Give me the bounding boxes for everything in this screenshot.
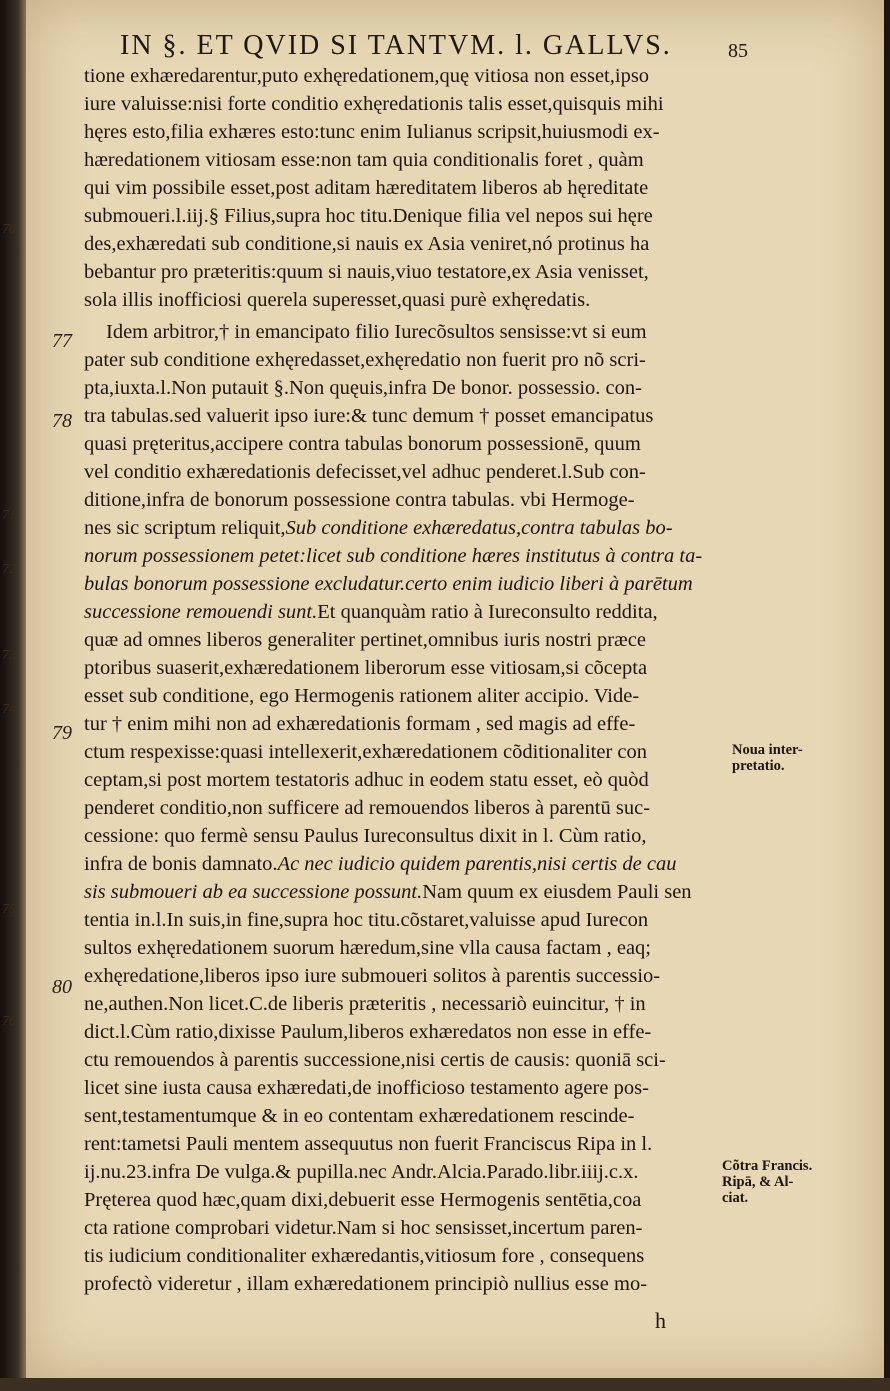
gutter-number: 70	[2, 222, 16, 237]
margin-note: Cõtra Francis. Ripā, & Al- ciat.	[722, 1158, 813, 1206]
text-run: infra de bonis damnato.	[84, 853, 278, 875]
italic-quote: bulas bonorum possessione excludatur.certo enim iudicio liberi à parētum	[84, 573, 693, 595]
text-line: hęres esto,filia exhæres esto:tunc enim Iulianus scripsit,huiusmodi ex-	[84, 121, 660, 143]
gutter-number: 74	[2, 702, 16, 717]
text-line: ij.nu.23.infra De vulga.& pupilla.nec Andr.Alcia.Parado.libr.iiij.c.x.	[84, 1161, 639, 1183]
text-line: ctum respexisse:quasi intellexerit,exhæredationem cõditionaliter con	[84, 741, 648, 763]
margin-note: Noua inter- pretatio.	[732, 742, 803, 774]
text-line: ne,authen.Non licet.C.de liberis præteritis , necessariò euincitur, † in	[84, 993, 646, 1015]
text-line	[84, 882, 692, 903]
gutter-number: 71	[2, 508, 16, 523]
catchword: h	[655, 1308, 666, 1333]
running-head: IN §. ET QVID SI TANTVM. l. GALLVS.	[120, 30, 672, 61]
folio-number: 85	[728, 40, 748, 62]
section-number: 78	[52, 410, 72, 432]
text-line: bebantur pro præteritis:quum si nauis,viuo testatore,ex Asia venisset,	[84, 261, 649, 283]
gutter-number: 73	[2, 648, 16, 663]
page-bottom-edge	[0, 1378, 890, 1391]
text-line: profectò videretur , illam exhæredationem principiò nullius esse mo-	[84, 1273, 648, 1295]
text-line: iure valuisse:nisi forte conditio exhęredationis talis esset,quisquis mihi	[84, 93, 664, 115]
text-line: dict.l.Cùm ratio,dixisse Paulum,liberos exhæredatos non esse in effe-	[84, 1021, 652, 1043]
text-line: quasi pręteritus,accipere contra tabulas bonorum possessionē, quum	[84, 433, 641, 455]
text-line: cta ratione comprobari videtur.Nam si hoc sensisset,incertum paren-	[84, 1217, 643, 1239]
text-line: tentia in.l.In suis,in fine,supra hoc titu.cõstaret,valuisse apud Iurecon	[84, 909, 649, 931]
text-line: sola illis inofficiosi querela superesset,quasi purè exhęredatis.	[84, 289, 591, 311]
text-line: sent,testamentumque & in eo contentam exhæredationem rescinde-	[84, 1105, 635, 1127]
text-line: ctu remouendos à parentis successione,nisi certis de causis: quoniā sci-	[84, 1049, 666, 1071]
text-line: pater sub conditione exhęredasset,exhęredatio non fuerit pro nõ scri-	[84, 349, 646, 371]
italic-quote: sis submoueri ab ea successione possunt.	[84, 881, 423, 903]
text-line: ptoribus suaserit,exhæredationem liberorum esse vitiosam,si cõcepta	[84, 657, 648, 679]
text-line: tra tabulas.sed valuerit ipso iure:& tunc demum † posset emancipatus	[84, 405, 654, 427]
text-run: nes sic scriptum reliquit,	[84, 517, 286, 539]
text-run: Nam quum ex eiusdem Pauli sen	[422, 881, 692, 903]
text-line	[84, 546, 702, 567]
text-line: tis iudicium conditionaliter exhæredantis,vitiosum fore , consequens	[84, 1245, 645, 1267]
text-line: sultos exhęredationem suorum hæredum,sine vlla causa factam , eaq;	[84, 937, 651, 959]
italic-quote: norum possessionem petet:licet sub conditione hæres institutus à contra ta-	[84, 545, 703, 567]
text-line: pta,iuxta.l.Non putauit §.Non quęuis,infra De bonor. possessio. con-	[84, 377, 642, 399]
text-line: submoueri.l.iij.§ Filius,supra hoc titu.Denique filia vel nepos sui hęre	[84, 205, 653, 227]
book-gutter-edge	[0, 0, 26, 1391]
text-line	[84, 854, 676, 875]
text-run: Et quanquàm ratio à Iureconsulto reddita,	[317, 601, 658, 623]
text-line: cessione: quo fermè sensu Paulus Iureconsultus dixit in l. Cùm ratio,	[84, 825, 647, 847]
text-line: ditione,infra de bonorum possessione contra tabulas. vbi Hermoge-	[84, 489, 635, 511]
text-line: Pręterea quod hæc,quam dixi,debuerit esse Hermogenis sentētia,coa	[84, 1189, 642, 1211]
text-line: Idem arbitror,† in emancipato filio Iurecõsultos sensisse:vt si eum	[106, 321, 647, 343]
text-line: tur † enim mihi non ad exhæredationis formam , sed magis ad effe-	[84, 713, 636, 735]
text-line: vel conditio exhæredationis defecisset,vel adhuc penderet.l.Sub con-	[84, 461, 646, 483]
text-line	[84, 602, 658, 623]
text-line: quæ ad omnes liberos generaliter pertinet,omnibus iuris nostri præce	[84, 629, 646, 651]
text-line: penderet conditio,non sufficere ad remouendos liberos à parentū suc-	[84, 797, 651, 819]
section-number: 80	[52, 976, 72, 998]
text-line: licet sine iusta causa exhæredati,de inofficioso testamento agere pos-	[84, 1077, 649, 1099]
gutter-number: 76	[2, 1014, 16, 1029]
text-line: des,exhæredati sub conditione,si nauis ex Asia veniret,nó protinus ha	[84, 233, 650, 255]
text-line: exhęredatione,liberos ipso iure submoueri solitos à parentis successio-	[84, 965, 661, 987]
text-line: hæredationem vitiosam esse:non tam quia conditionalis foret , quàm	[84, 149, 644, 171]
section-number: 79	[52, 722, 72, 744]
section-number: 77	[52, 330, 72, 352]
italic-quote: successione remouendi sunt.	[84, 601, 318, 623]
text-line: tione exhæredarentur,puto exhęredationem,quę vitiosa non esset,ipso	[84, 65, 650, 87]
text-line: esset sub conditione, ego Hermogenis rationem aliter accipio. Vide-	[84, 685, 640, 707]
italic-quote: Sub conditione exhæredatus,contra tabulas bo-	[285, 517, 673, 539]
text-line: qui vim possibile esset,post aditam hæreditatem liberos ab hęreditate	[84, 177, 649, 199]
text-line	[84, 518, 673, 539]
gutter-number: 75	[2, 902, 16, 917]
italic-quote: Ac nec iudicio quidem parentis,nisi certis de cau	[277, 853, 677, 875]
text-line: ceptam,si post mortem testatoris adhuc in eodem statu esset, eò quòd	[84, 769, 649, 791]
text-line	[84, 574, 693, 595]
text-line: rent:tametsi Pauli mentem assequutus non fuerit Franciscus Ripa in l.	[84, 1133, 653, 1155]
gutter-number: 72	[2, 562, 16, 577]
